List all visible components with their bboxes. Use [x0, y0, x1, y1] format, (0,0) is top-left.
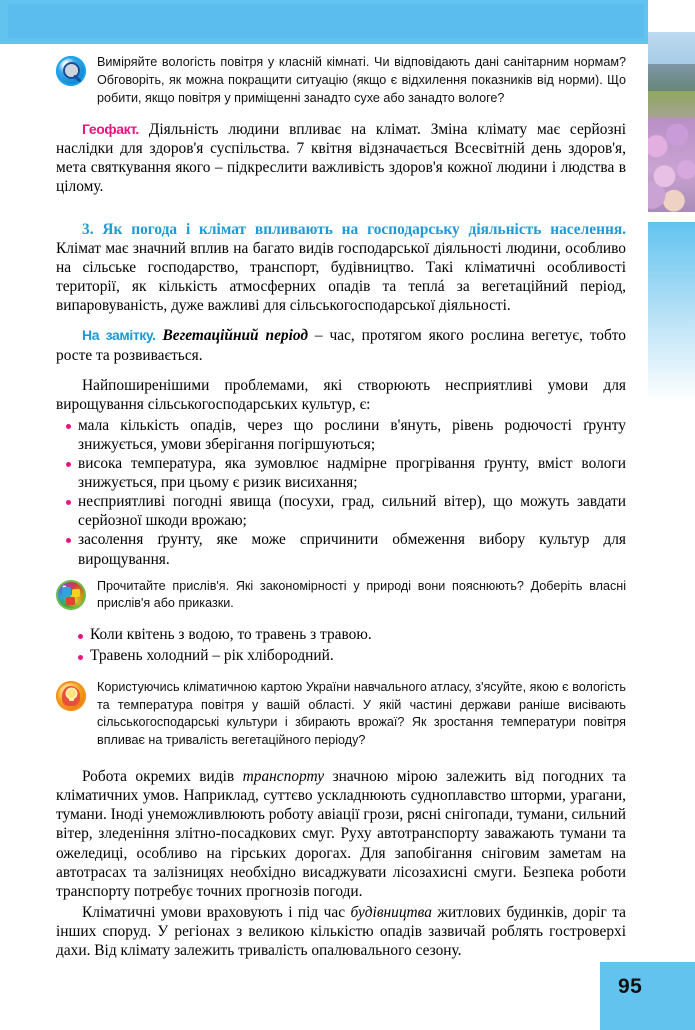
geofact-paragraph — [56, 120, 626, 196]
problems-intro: Найпоширенішими проблемами, які створюють несприятливі умови для вирощування сільськогосподарських культур, є: — [56, 376, 626, 413]
lightbulb-base-icon — [69, 698, 74, 701]
task-atlas-map-text: Користуючись кліматичною картою України навчального атласу, з'ясуйте, якою є вологість та температура повітря у вашій області. У якій частині держави раніше висівають сільськогосподарські культури і збирають врожаї? Як зростання температури повітря впливає на тривалість вегетаційного періоду? — [97, 679, 626, 748]
side-photo-meadow — [648, 32, 695, 212]
spacer — [56, 367, 626, 376]
page-number-band — [600, 962, 695, 1030]
geofact-label: Геофакт. — [82, 120, 139, 137]
note-label: На замітку. — [82, 327, 156, 344]
problems-list — [56, 416, 626, 569]
task-proverbs-text: Прочитайте прислів'я. Які закономірності у природі вони пояснюють? Доберіть власні прислів'я або приказки. — [97, 578, 626, 611]
task-measure-humidity-text: Виміряйте вологість повітря у класній кімнаті. Чи відповідають дані санітарним нормам? Обговоріть, як можна покращити ситуацію (якщо є відхилення показників від норми). Що робити, якщо повітря у приміщенні занадто сухе або занадто вологе? — [97, 55, 626, 105]
search-icon-handle — [73, 74, 82, 82]
section-3-heading: 3. Як погода і клімат впливають на господарську діяльність населення. — [82, 221, 626, 238]
section-3-paragraph — [56, 220, 626, 315]
top-header-band-inner — [8, 4, 644, 38]
lightbulb-icon — [67, 689, 76, 698]
page-number: 95 — [618, 975, 643, 998]
photo-flowers — [648, 118, 695, 212]
side-gradient-strip — [648, 222, 695, 402]
puzzle-piece-yellow-icon — [72, 589, 80, 597]
list-item: несприятливі погодні явища (посухи, град, сильний вітер), що можуть завдати серйозної шкоди врожаю; — [56, 492, 626, 530]
spacer — [56, 317, 626, 326]
transport-lead: Робота окремих видів — [82, 768, 243, 786]
list-item: мала кількість опадів, через що рослини в'януть, рівень родючості ґрунту знижується, умови зберігання погіршуються; — [56, 416, 626, 454]
page-content — [56, 54, 626, 962]
note-text: – час, протягом якого рослина вегетує, тобто росте та розвивається. — [56, 327, 626, 364]
puzzle-piece-blue-icon — [62, 587, 71, 596]
building-paragraph — [56, 903, 626, 960]
puzzle-piece-red-icon — [66, 597, 75, 605]
task-atlas-map — [56, 679, 626, 751]
proverbs-list — [56, 625, 626, 666]
top-header-band — [0, 0, 648, 44]
note-term: Вегетаційний період — [162, 327, 309, 345]
note-paragraph — [56, 326, 626, 364]
search-icon — [56, 56, 86, 86]
transport-rest: значною мірою залежить від погодних та кліматичних умов. Наприклад, суттєво ускладнюють судноплавство шторми, урагани, тумани. Іноді унеможливлюють роботу авіації грози, рясні снігопади, тумани, сильний вітер, зледеніння злітно-посадкових смуг. Руху автотранспорту заважають тумани та ожеледиці, особливо на гірських дорогах. Для запобігання сніговим заметам на автотрасах та залізницях необхідно висаджувати лісозахисні смуги. Безпека роботи транспорту потребує точних прогнозів погоди. — [56, 768, 627, 900]
spacer — [56, 198, 626, 207]
task-proverbs — [56, 578, 626, 614]
geofact-text: Діяльність людини впливає на клімат. Зміна клімату має серйозні наслідки для здоров'я суспільства. 7 квітня відзначається Всесвітній день здоров'я, мета святкування якого – підкреслити важливість здоров'я кожної людини і людства в цілому. — [56, 120, 626, 195]
list-item: засолення ґрунту, яке може спричинити обмеження вибору культур для вирощування. — [56, 530, 626, 568]
section-3-body: Клімат має значний вплив на багато видів господарської діяльності людини, особливо на сільське господарство, транспорт, будівництво. Такі кліматичні особливості території, як кількість атмосферних опадів та теплá за вегетаційний період, випаровуваність, дуже важливі для сільськогосподарської діяльності. — [56, 240, 626, 315]
transport-paragraph — [56, 767, 626, 901]
puzzle-globe-icon — [56, 580, 86, 610]
building-emphasis: будівництва — [350, 903, 432, 921]
list-item: Травень холодний – рік хлібородний. — [56, 646, 626, 667]
transport-emphasis: транспорту — [242, 768, 325, 786]
list-item: висока температура, яка зумовлює надмірне прогрівання ґрунту, вміст вологи знижується, при цьому є ризик висихання; — [56, 454, 626, 492]
spacer — [56, 569, 626, 578]
list-item: Коли квітень з водою, то травень з травою. — [56, 625, 626, 646]
building-lead: Кліматичні умови враховують і під час — [82, 903, 351, 921]
head-lightbulb-icon — [56, 681, 86, 711]
building-rest: житлових будинків, доріг та інших споруд. У регіонах з великою кількістю опадів зазвичай роблять гостроверхі дахи. Від клімату залежить тривалість опалювального сезону. — [56, 903, 627, 959]
task-measure-humidity — [56, 54, 626, 108]
